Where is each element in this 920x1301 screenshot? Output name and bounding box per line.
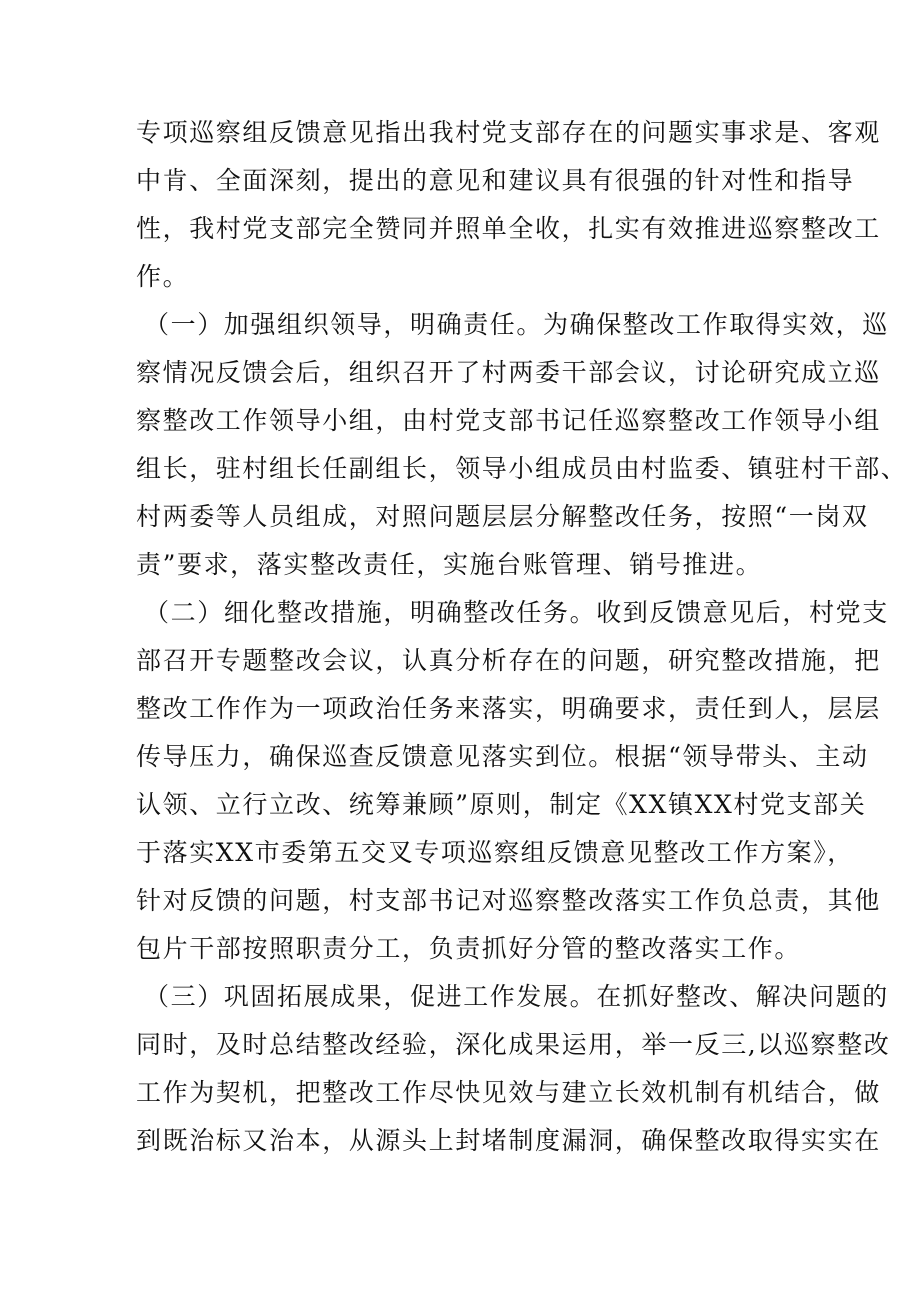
text-line: 工作为契机，把整改工作尽快见效与建立长效机制有机结合，做 — [136, 1078, 881, 1107]
text-line: 传导压力，确保巡查反馈意见落实到位。根据“领导带头、主动 — [136, 742, 869, 771]
text-line: 察整改工作领导小组，由村党支部书记任巡察整改工作领导小组 — [136, 406, 881, 435]
text-line: 针对反馈的问题，村支部书记对巡察整改落实工作负总责，其他 — [136, 886, 881, 915]
text-line: 专项巡察组反馈意见指出我村党支部存在的问题实事求是、客观 — [136, 118, 881, 147]
paragraph-heading-1: （一）加强组织领导，明确责任。为确保整改工作取得实效，巡 — [144, 310, 889, 339]
text-line: 部召开专题整改会议，认真分析存在的问题，研究整改措施，把 — [136, 646, 881, 675]
text-line: 责”要求，落实整改责任，实施台账管理、销号推进。 — [136, 550, 763, 579]
text-line: 性，我村党支部完全赞同并照单全收，扎实有效推进巡察整改工 — [136, 214, 881, 243]
text-line: 整改工作作为一项政治任务来落实，明确要求，责任到人，层层 — [136, 694, 881, 723]
paragraph-heading-2: （二）细化整改措施，明确整改任务。收到反馈意见后，村党支 — [144, 598, 889, 627]
text-line: 于落实XX市委第五交叉专项巡察组反馈意见整改工作方案》， — [136, 838, 854, 867]
text-line: 同时，及时总结整改经验，深化成果运用，举一反三,以巡察整改 — [136, 1030, 891, 1059]
text-line: 组长，驻村组长任副组长，领导小组成员由村监委、镇驻村干部、 — [136, 454, 908, 483]
text-line: 作。 — [136, 262, 190, 291]
text-line: 认领、立行立改、统筹兼顾”原则，制定《XX镇XX村党支部关 — [136, 790, 867, 819]
text-line: 到既治标又治本，从源头上封堵制度漏洞，确保整改取得实实在 — [136, 1126, 881, 1155]
paragraph-heading-3: （三）巩固拓展成果，促进工作发展。在抓好整改、解决问题的 — [144, 982, 889, 1011]
text-line: 察情况反馈会后，组织召开了村两委干部会议，讨论研究成立巡 — [136, 358, 881, 387]
text-line: 包片干部按照职责分工，负责抓好分管的整改落实工作。 — [136, 934, 802, 963]
text-line: 中肯、全面深刻，提出的意见和建议具有很强的针对性和指导 — [136, 166, 855, 195]
text-line: 村两委等人员组成，对照问题层层分解整改任务，按照“一岗双 — [136, 502, 869, 531]
